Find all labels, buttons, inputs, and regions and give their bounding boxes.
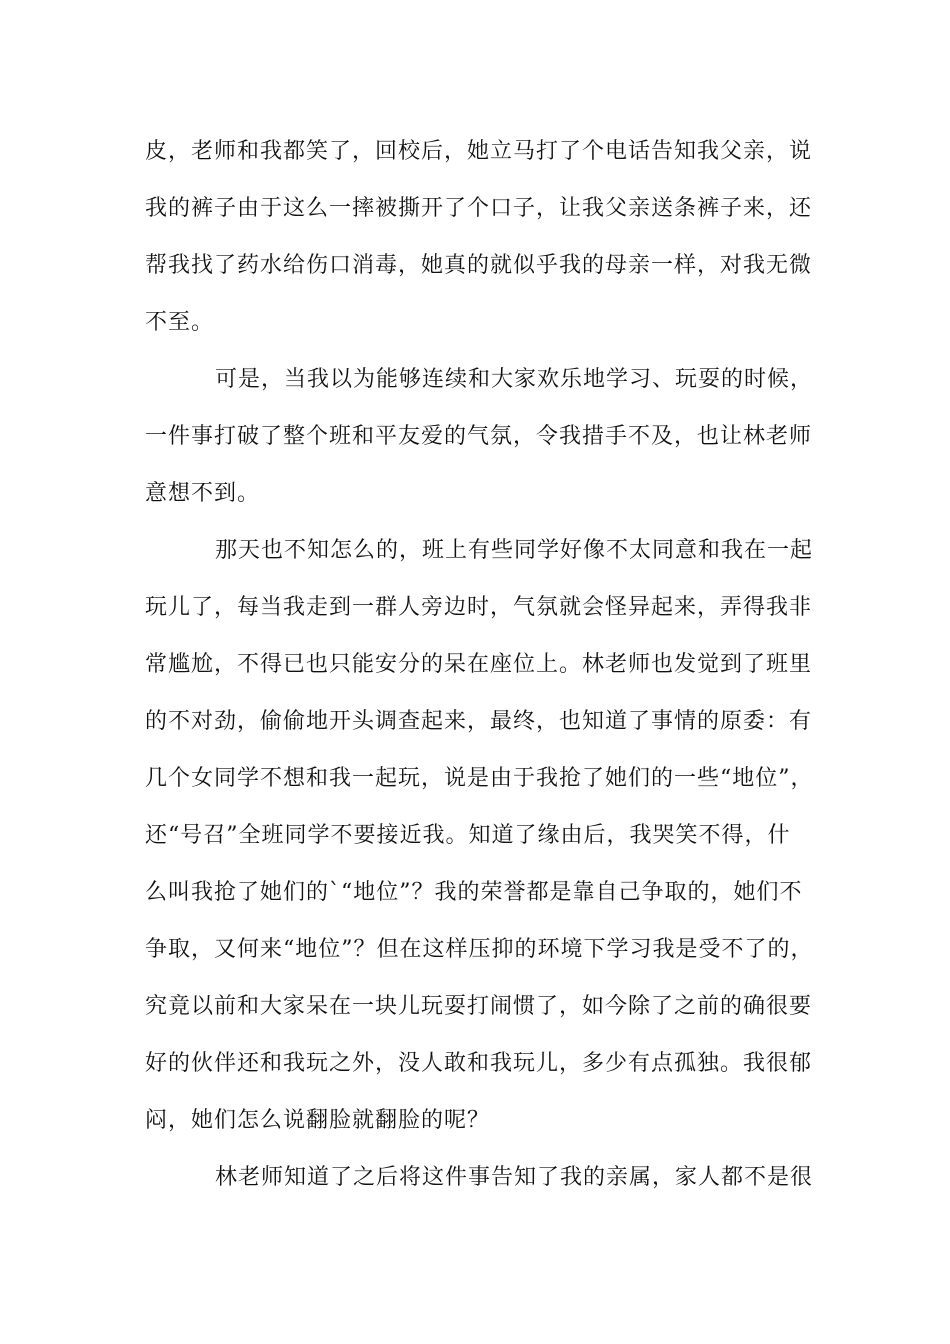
text-line: 还“号召”全班同学不要接近我。知道了缘由后，我哭笑不得，什 — [145, 823, 791, 848]
paragraph-first-line: 林老师知道了之后将这件事告知了我的亲属，家人都不是很 — [215, 1165, 814, 1190]
text-line: 帮我找了药水给伤口消毒，她真的就似乎我的母亲一样，对我无微 — [145, 253, 813, 278]
text-line: 争取，又何来“地位”？但在这样压抑的环境下学习我是受不了的， — [145, 937, 814, 962]
text-line: 的不对劲，偷偷地开头调查起来，最终，也知道了事情的原委：有 — [145, 709, 813, 734]
text-line: 好的伙伴还和我玩之外，没人敢和我玩儿，多少有点孤独。我很郁 — [145, 1051, 813, 1076]
text-line: 皮，老师和我都笑了，回校后，她立马打了个电话告知我父亲，说 — [145, 139, 813, 164]
paragraph-first-line: 可是，当我以为能够连续和大家欢乐地学习、玩耍的时候， — [215, 367, 814, 392]
text-line: 不至。 — [145, 310, 215, 335]
text-line: 我的裤子由于这么一摔被撕开了个口子，让我父亲送条裤子来，还 — [145, 196, 813, 221]
text-line: 意想不到。 — [145, 481, 261, 506]
text-line: 闷，她们怎么说翻脸就翻脸的呢？ — [145, 1108, 491, 1133]
text-line: 一件事打破了整个班和平友爱的气氛，令我措手不及，也让林老师 — [145, 424, 813, 449]
paragraph-first-line: 那天也不知怎么的，班上有些同学好像不太同意和我在一起 — [215, 538, 814, 563]
text-line: 几个女同学不想和我一起玩，说是由于我抢了她们的一些“地位”， — [145, 766, 814, 791]
body-text — [145, 130, 845, 1213]
text-line: 么叫我抢了她们的`“地位”？我的荣誉都是靠自己争取的，她们不 — [145, 880, 803, 905]
text-line: 常尴尬，不得已也只能安分的呆在座位上。林老师也发觉到了班里 — [145, 652, 813, 677]
text-line: 究竟以前和大家呆在一块儿玩耍打闹惯了，如今除了之前的确很要 — [145, 994, 813, 1019]
text-line: 玩儿了，每当我走到一群人旁边时，气氛就会怪异起来，弄得我非 — [145, 595, 813, 620]
